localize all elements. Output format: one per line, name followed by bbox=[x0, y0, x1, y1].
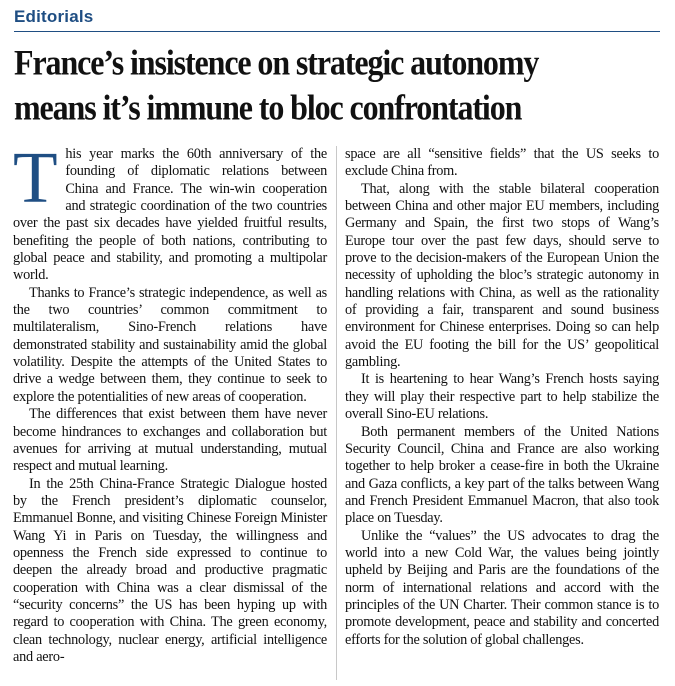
headline bbox=[14, 40, 664, 130]
section-label[interactable]: Editorials bbox=[14, 7, 94, 26]
article-paragraph: space are all “sensitive fields” that the US seeks to exclude China from. bbox=[345, 146, 659, 180]
article-paragraph bbox=[13, 137, 327, 285]
article-paragraph: Thanks to France’s strategic independence, as well as the two countries’ common commitment to multilateralism, Sino-French relations have demonstrated stability and sustainability amid the global volatility. Despite the attempts of the United States to drive a wedge between them, they continue to seek to explore the potentialities of new areas of cooperation. bbox=[13, 284, 327, 405]
headline-line-1: France’s insistence on strategic autonomy bbox=[14, 42, 539, 83]
article-paragraph: It is heartening to hear Wang’s French hosts saying they will play their respective part to help stabilize the overall Sino-EU relations. bbox=[345, 371, 659, 423]
article-paragraph: In the 25th China-France Strategic Dialogue hosted by the French president’s diplomatic counselor, Emmanuel Bonne, and visiting Chinese Foreign Minister Wang Yi in Paris on Tuesday, the willingness and openness the French side expressed to continue to deepen the already broad and productive pragmatic cooperation with China was a clear dismissal of the “security concerns” the US has been hyping up with regard to cooperation with China. The green economy, clean technology, nuclear energy, artificial intelligence and aero- bbox=[13, 475, 327, 665]
column-divider bbox=[336, 146, 337, 680]
article-paragraph: That, along with the stable bilateral cooperation between China and other major EU members, including Germany and Spain, the first two stops of Wang’s Europe tour over the past few days, should serve to prove to the decision-makers of the European Union the necessity of upholding the bloc’s strategic autonomy in handling relations with China, as well as the rationality of providing a fair, transparent and sound business environment for Chinese enterprises. Doing so can help avoid the EU footing the bill for the US’ geopolitical gambling. bbox=[345, 180, 659, 371]
paragraph-text: his year marks the 60th anniversary of the founding of diplomatic relations between China and France. The win-win cooperation and strategic coordination of the two countries over the past six decades have yielded fruitful results, benefiting the people of both nations, contributing to global peace and stability, and promoting a multipolar world. bbox=[13, 146, 327, 284]
drop-cap: T bbox=[13, 137, 58, 218]
article-paragraph: Both permanent members of the United Nations Security Council, China and France are also working together to help broker a cease-fire in both the Ukraine and Gaza conflicts, a key part of the talks between Wang and French President Emmanuel Macron, that also took place on Tuesday. bbox=[345, 423, 659, 527]
article-paragraph: The differences that exist between them have never become hindrances to exchanges and collaboration but avenues for arriving at mutual understanding, mutual respect and mutual learning. bbox=[13, 406, 327, 475]
article-paragraph: Unlike the “values” the US advocates to drag the world into a new Cold War, the values being jointly upheld by Beijing and Paris are the foundations of the norm of international relations and accord with the principles of the UN Charter. Their common stance is to promote development, peace and stability and concerted efforts for the solution of global challenges. bbox=[345, 527, 659, 648]
headline-line-2: means it’s immune to bloc confrontation bbox=[14, 87, 522, 128]
section-rule bbox=[14, 31, 660, 32]
article-column-left bbox=[13, 137, 327, 666]
article-column-right bbox=[345, 146, 659, 649]
